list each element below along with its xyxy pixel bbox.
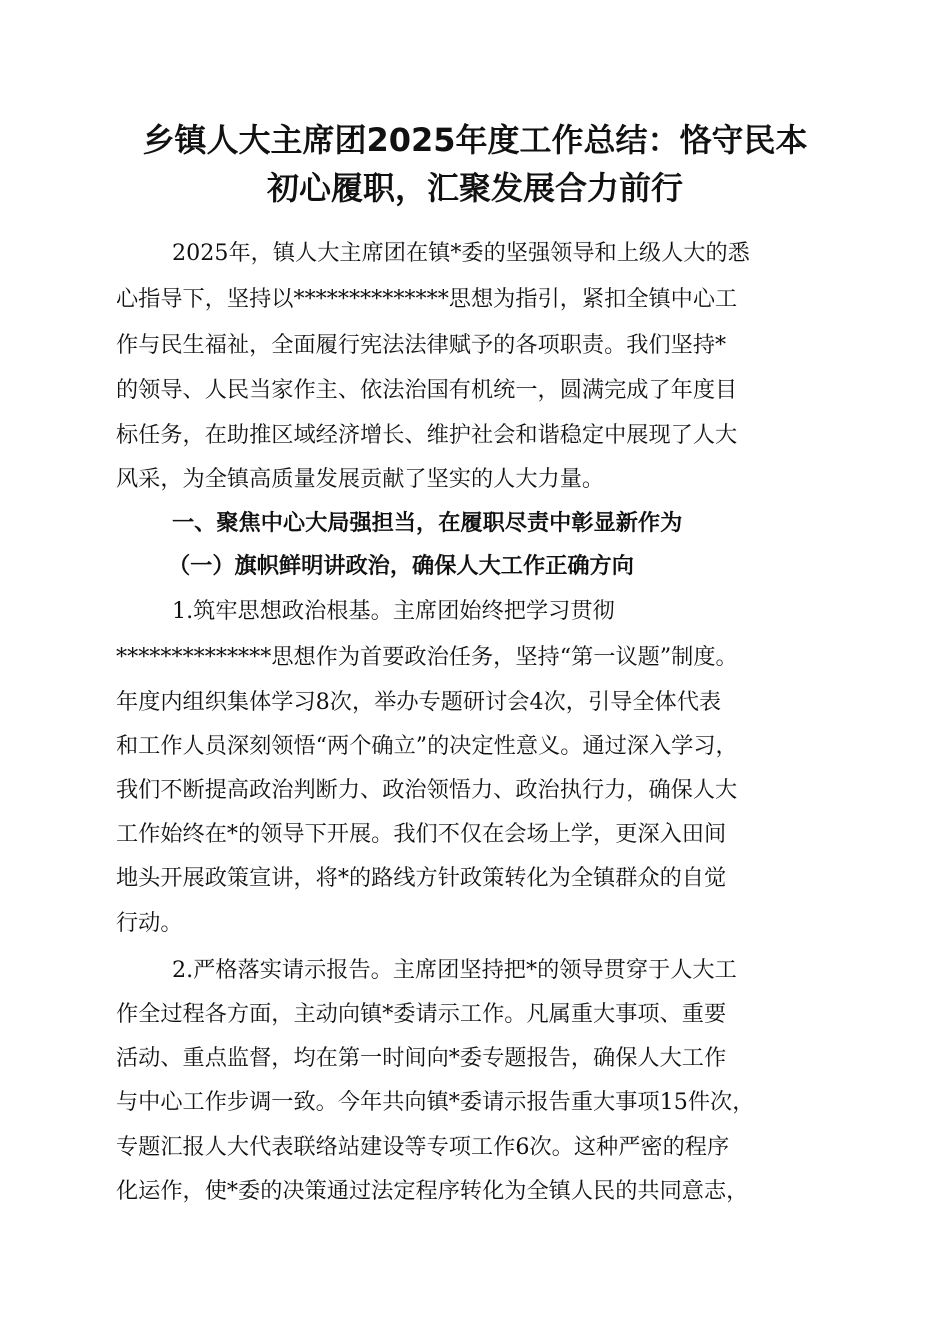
item1-paragraph-line: 行动。 — [116, 910, 183, 936]
intro-paragraph-line: 2025年，镇人大主席团在镇*委的坚强领导和上级人大的悉 — [172, 240, 750, 266]
item1-paragraph-line: 工作始终在*的领导下开展。我们不仅在会场上学，更深入田间 — [116, 821, 727, 847]
intro-paragraph-line: 风采，为全镇高质量发展贡献了坚实的人大力量。 — [116, 466, 605, 492]
item1-paragraph-line: 年度内组织集体学习8次，举办专题研讨会4次，引导全体代表 — [116, 689, 722, 715]
item1-paragraph-line: 地头开展政策宣讲，将*的路线方针政策转化为全镇群众的自觉 — [116, 865, 727, 891]
item2-paragraph-line: 与中心工作步调一致。今年共向镇*委请示报告重大事项15件次， — [116, 1089, 755, 1115]
intro-paragraph-line: 的领导、人民当家作主、依法治国有机统一，圆满完成了年度目 — [116, 377, 738, 403]
document-title-line-2: 初心履职，汇聚发展合力前行 — [266, 169, 683, 207]
item2-paragraph-line: 专题汇报人大代表联络站建设等专项工作6次。这种严密的程序 — [116, 1134, 730, 1160]
item2-paragraph-line: 2.严格落实请示报告。主席团坚持把*的领导贯穿于人大工 — [172, 957, 737, 983]
subsection-heading: （一）旗帜鲜明讲政治，确保人大工作正确方向 — [168, 553, 634, 579]
item1-paragraph-line: **************思想作为首要政治任务，坚持“第一议题”制度。 — [116, 644, 738, 670]
intro-paragraph-line: 心指导下，坚持以**************思想为指引，紧扣全镇中心工 — [116, 286, 738, 312]
intro-paragraph-line: 标任务，在助推区域经济增长、维护社会和谐稳定中展现了人大 — [116, 422, 738, 448]
item1-paragraph-line: 和工作人员深刻领悟“两个确立”的决定性意义。通过深入学习， — [116, 733, 738, 759]
document-title-line-1: 乡镇人大主席团2025年度工作总结：恪守民本 — [142, 121, 808, 159]
item2-paragraph-line: 化运作，使*委的决策通过法定程序转化为全镇人民的共同意志， — [116, 1178, 749, 1204]
item1-paragraph-line: 我们不断提高政治判断力、政治领悟力、政治执行力，确保人大 — [116, 777, 738, 803]
item2-paragraph-line: 作全过程各方面，主动向镇*委请示工作。凡属重大事项、重要 — [116, 1001, 727, 1027]
item1-paragraph-line: 1.筑牢思想政治根基。主席团始终把学习贯彻 — [172, 598, 615, 624]
item2-paragraph-line: 活动、重点监督，均在第一时间向*委专题报告，确保人大工作 — [116, 1045, 727, 1071]
section-heading: 一、聚焦中心大局强担当，在履职尽责中彰显新作为 — [172, 510, 683, 536]
intro-paragraph-line: 作与民生福祉，全面履行宪法法律赋予的各项职责。我们坚持* — [116, 332, 727, 358]
